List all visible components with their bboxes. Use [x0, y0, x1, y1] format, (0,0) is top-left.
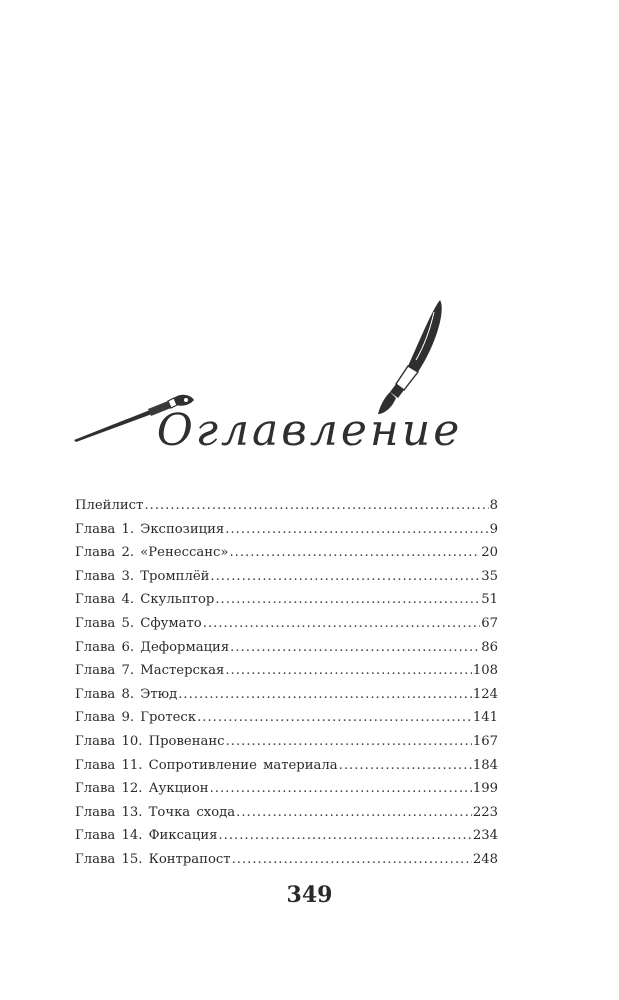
paintbrush-decoration — [0, 0, 619, 460]
toc-entry — [75, 612, 498, 636]
toc-entry-label: Глава 4. Скульптор — [75, 592, 215, 608]
toc-entry-page: 9 — [489, 521, 498, 537]
toc-entry-label: Глава 13. Точка схода — [75, 804, 236, 820]
toc-entry-label: Глава 1. Экспозиция — [75, 521, 225, 537]
toc-entry — [75, 683, 498, 707]
toc-leader-dots — [232, 848, 472, 872]
toc-entry — [75, 494, 498, 518]
toc-entry-page: 167 — [472, 733, 498, 749]
toc-entry-page: 108 — [472, 663, 498, 679]
toc-entry-label: Плейлист — [75, 498, 144, 513]
paintbrush-right-icon — [378, 300, 442, 414]
toc-entry-page: 248 — [472, 851, 498, 867]
toc-entry — [75, 730, 498, 754]
toc-entry-label: Глава 10. Провенанс — [75, 733, 225, 749]
toc-leader-dots — [218, 824, 471, 848]
toc-entry — [75, 588, 498, 612]
toc-leader-dots — [210, 777, 472, 801]
toc-entry-page: 223 — [472, 804, 498, 820]
toc-entry-page: 51 — [481, 592, 498, 608]
table-of-contents — [75, 494, 498, 872]
toc-entry-label: Глава 11. Сопротивление материала — [75, 757, 338, 773]
toc-entry-page: 8 — [489, 498, 498, 513]
toc-entry-label: Глава 7. Мастерская — [75, 663, 225, 679]
toc-entry-page: 35 — [481, 568, 498, 584]
toc-entry-label: Глава 12. Аукцион — [75, 781, 209, 797]
toc-leader-dots — [178, 683, 472, 707]
toc-entry-label: Глава 15. Контрапост — [75, 851, 231, 867]
page-title: Оглавление — [156, 405, 463, 456]
toc-entry-page: 67 — [481, 615, 498, 631]
toc-leader-dots — [225, 659, 472, 683]
toc-leader-dots — [197, 706, 472, 730]
toc-leader-dots — [226, 730, 472, 754]
toc-leader-dots — [225, 518, 488, 542]
toc-leader-dots — [236, 801, 472, 825]
toc-entry-label: Глава 3. Тромплёй — [75, 568, 210, 584]
toc-entry — [75, 636, 498, 660]
toc-entry — [75, 659, 498, 683]
toc-entry — [75, 801, 498, 825]
toc-leader-dots — [144, 494, 488, 518]
toc-entry-page: 234 — [472, 828, 498, 844]
toc-leader-dots — [210, 565, 480, 589]
toc-leader-dots — [339, 754, 472, 778]
toc-entry-label: Глава 2. «Ренессанс» — [75, 545, 229, 561]
toc-leader-dots — [215, 588, 480, 612]
toc-entry — [75, 754, 498, 778]
toc-entry-label: Глава 6. Деформация — [75, 639, 230, 655]
toc-entry-label: Глава 5. Сфумато — [75, 615, 202, 631]
toc-entry — [75, 565, 498, 589]
toc-entry — [75, 848, 498, 872]
toc-entry — [75, 824, 498, 848]
toc-entry-page: 141 — [472, 710, 498, 726]
toc-entry-label: Глава 9. Гротеск — [75, 710, 197, 726]
toc-entry-page: 184 — [472, 757, 498, 773]
toc-leader-dots — [203, 612, 480, 636]
page-number: 349 — [286, 882, 333, 908]
toc-entry — [75, 777, 498, 801]
toc-entry-page: 124 — [472, 686, 498, 702]
toc-entry-page: 199 — [472, 781, 498, 797]
toc-entry-label: Глава 14. Фиксация — [75, 828, 218, 844]
toc-entry — [75, 541, 498, 565]
toc-entry-page: 86 — [481, 639, 498, 655]
toc-entry-page: 20 — [481, 545, 498, 561]
toc-leader-dots — [230, 636, 480, 660]
toc-entry — [75, 706, 498, 730]
toc-leader-dots — [229, 541, 480, 565]
toc-entry — [75, 518, 498, 542]
toc-entry-label: Глава 8. Этюд — [75, 686, 178, 702]
